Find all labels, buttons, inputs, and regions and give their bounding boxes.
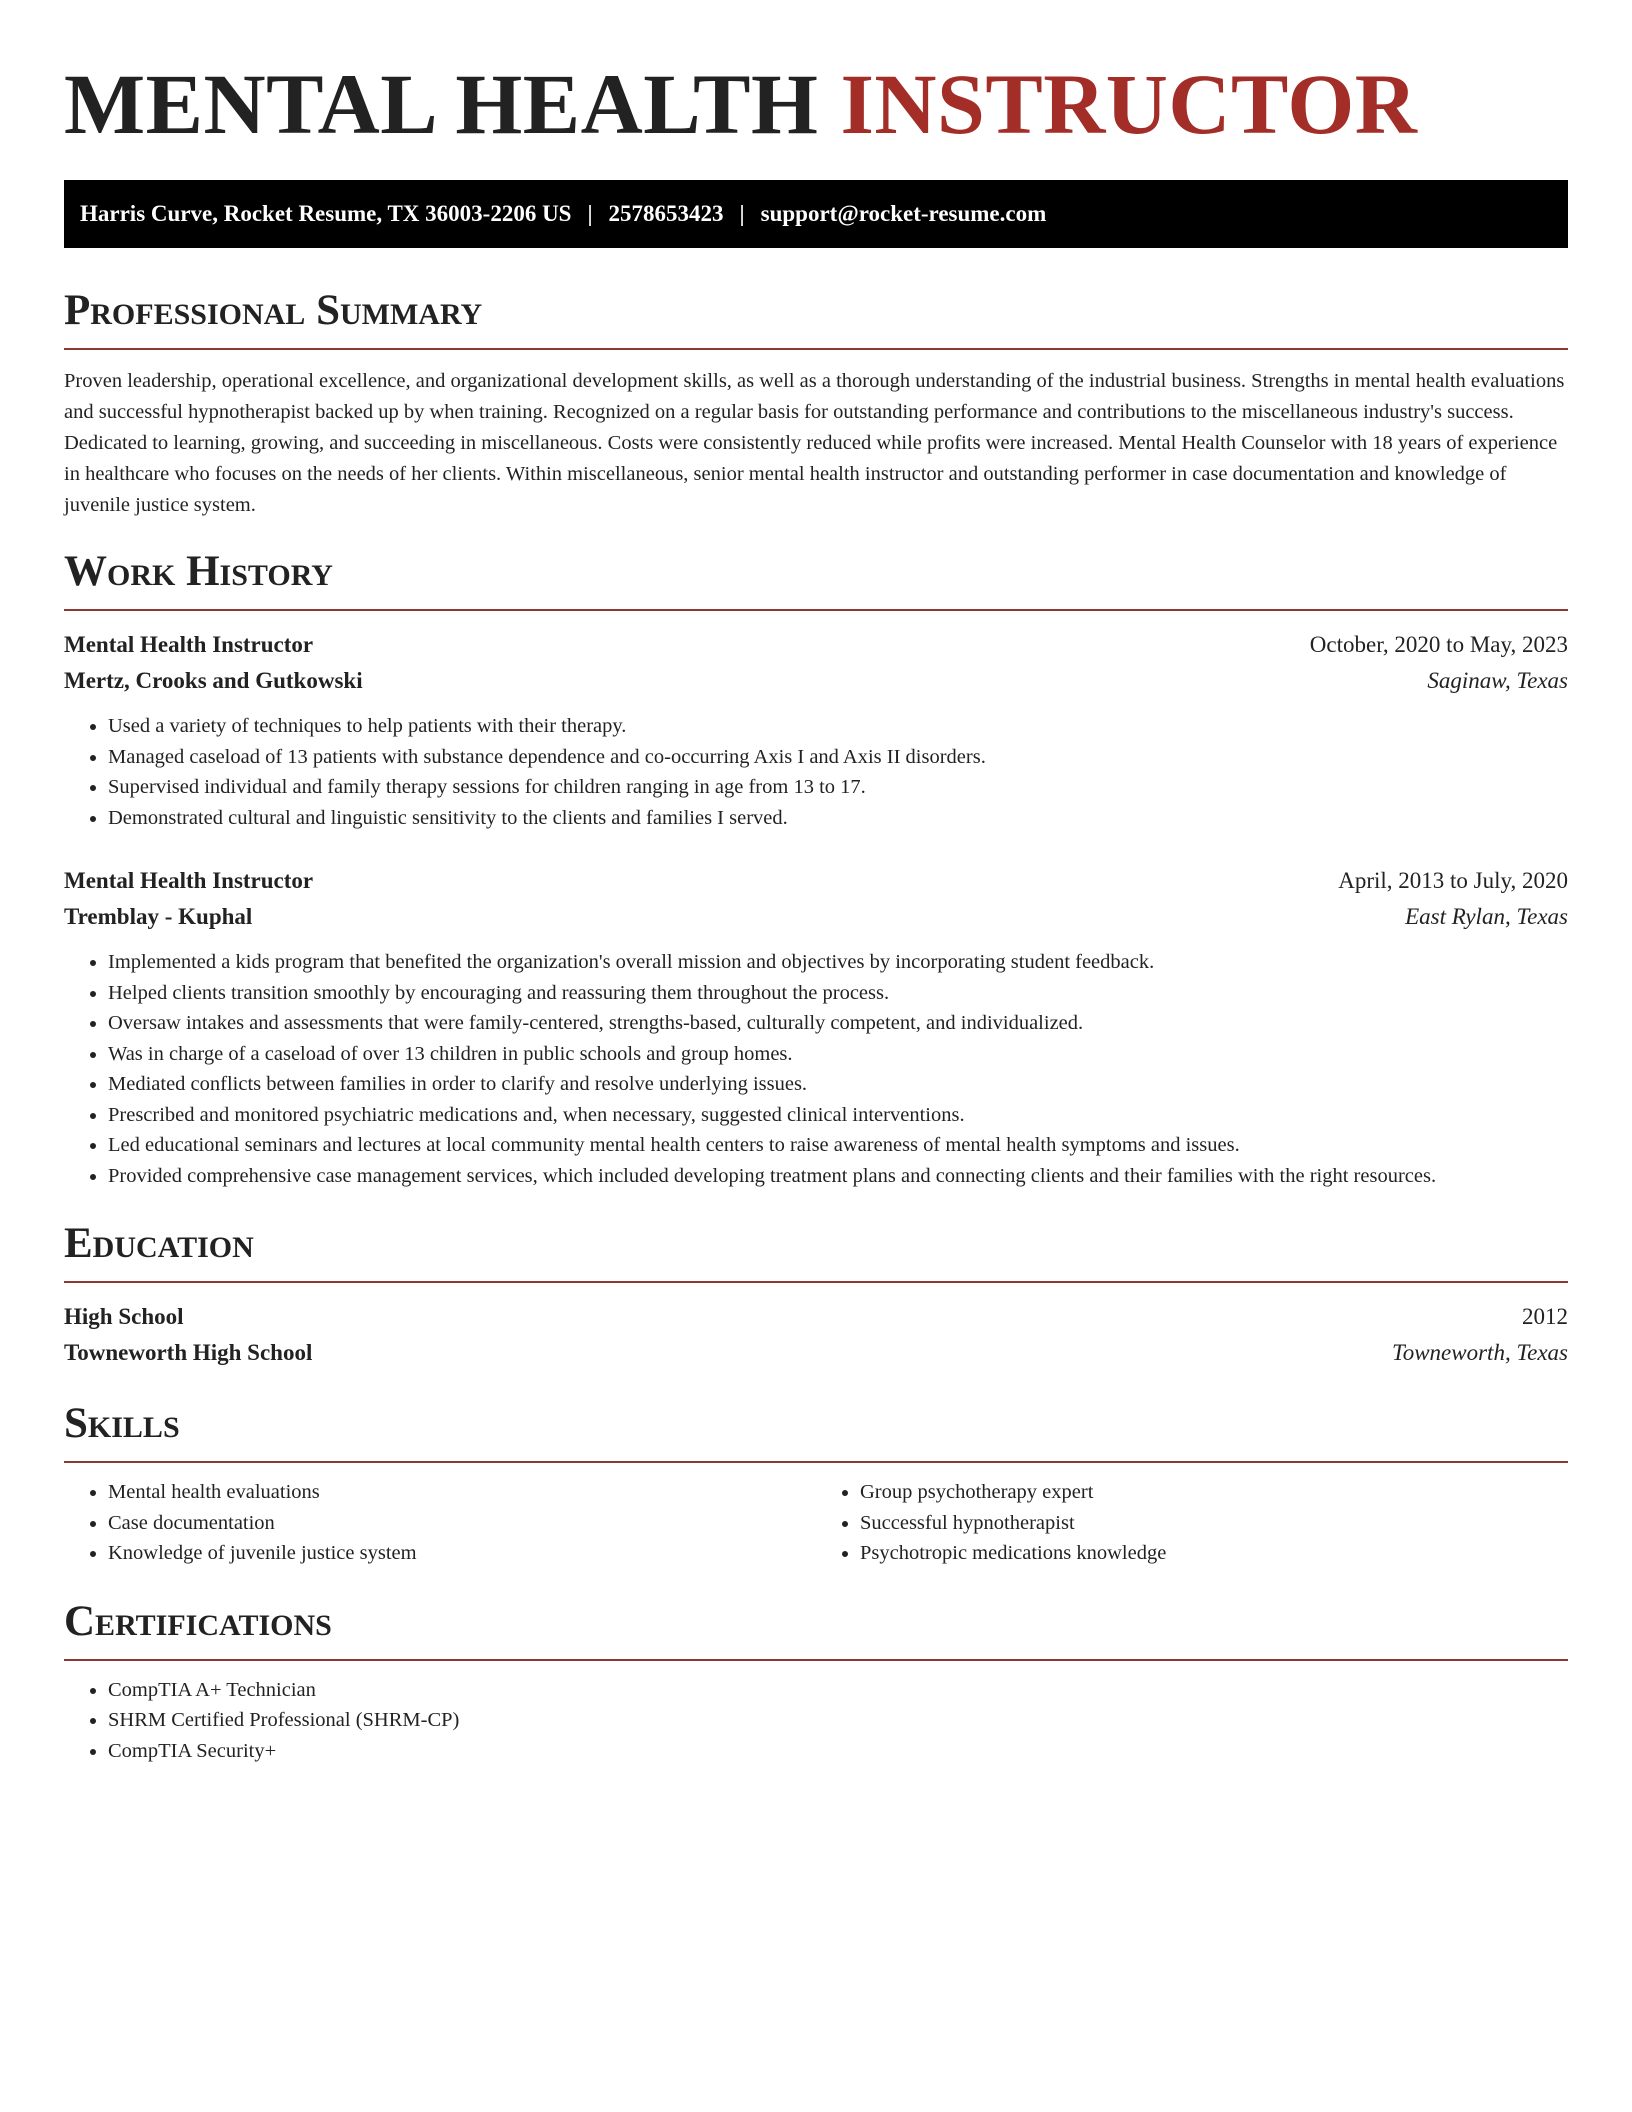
job-location: Saginaw, Texas: [1427, 668, 1568, 693]
job-bullet: • Helped clients transition smoothly by encouraging and reassuring them throughout the process.: [108, 978, 1568, 1009]
section-title-work-history: Work History: [64, 548, 333, 595]
job-bullet: • Prescribed and monitored psychiatric medications and, when necessary, suggested clinical interventions.: [108, 1100, 1568, 1131]
contact-bar: [64, 180, 1568, 248]
certification-item: • CompTIA Security+: [108, 1736, 1568, 1767]
job-company: Tremblay - Kuphal: [64, 904, 253, 929]
job-bullets: [64, 711, 1568, 833]
section-title-skills: Skills: [64, 1400, 180, 1447]
education-school-row: [64, 1335, 1568, 1371]
job-bullet: • Used a variety of techniques to help patients with their therapy.: [108, 711, 1568, 742]
education-year: 2012: [1522, 1304, 1568, 1329]
name-first-part: MENTAL HEALTH: [64, 56, 819, 152]
section-divider: [64, 1461, 1568, 1463]
skill-item: • Group psychotherapy expert: [860, 1477, 1568, 1508]
skills-list-left: [64, 1477, 816, 1569]
skills-grid: [64, 1477, 1568, 1569]
education-school: Towneworth High School: [64, 1340, 313, 1365]
job-entry: [64, 627, 1568, 833]
job-company-row: [64, 899, 1568, 935]
skill-item: • Case documentation: [108, 1508, 816, 1539]
job-dates: April, 2013 to July, 2020: [1338, 868, 1568, 893]
education-header-row: [64, 1299, 1568, 1335]
skill-item: • Mental health evaluations: [108, 1477, 816, 1508]
job-bullet: • Mediated conflicts between families in order to clarify and resolve underlying issues.: [108, 1069, 1568, 1100]
job-entry: [64, 863, 1568, 1191]
job-title: Mental Health Instructor: [64, 868, 314, 893]
certifications-section: [64, 1595, 1568, 1767]
section-title-summary: Professional Summary: [64, 287, 483, 334]
job-bullet: • Led educational seminars and lectures at local community mental health centers to raise awareness of mental health symptoms and issues.: [108, 1130, 1568, 1161]
section-divider: [64, 1281, 1568, 1283]
education-section: [64, 1217, 1568, 1371]
job-title: Mental Health Instructor: [64, 632, 314, 657]
job-company-row: [64, 663, 1568, 699]
job-bullet: • Implemented a kids program that benefited the organization's overall mission and objectives by incorporating student feedback.: [108, 947, 1568, 978]
contact-separator: |: [739, 201, 745, 226]
section-divider: [64, 609, 1568, 611]
job-bullet: • Supervised individual and family therapy sessions for children ranging in age from 13 to 17.: [108, 772, 1568, 803]
job-bullet: • Oversaw intakes and assessments that were family-centered, strengths-based, culturally competent, and individualized.: [108, 1008, 1568, 1039]
education-entry: [64, 1299, 1568, 1371]
section-divider: [64, 1659, 1568, 1661]
contact-email: support@rocket-resume.com: [760, 201, 1047, 226]
skill-item: • Successful hypnotherapist: [860, 1508, 1568, 1539]
skill-item: • Knowledge of juvenile justice system: [108, 1538, 816, 1569]
certifications-list: [64, 1675, 1568, 1767]
skill-item: • Psychotropic medications knowledge: [860, 1538, 1568, 1569]
skills-section: [64, 1397, 1568, 1569]
certification-item: • CompTIA A+ Technician: [108, 1675, 1568, 1706]
summary-section: [64, 284, 1568, 521]
summary-text: Proven leadership, operational excellence, and organizational development skills, as well as a thorough understanding of the industrial business. Strengths in mental health evaluations and successful hypnotherapist backed up by when training. Recognized on a regular basis for outstanding performance and contributions to the miscellaneous industry's success. Dedicated to learning, growing, and succeeding in miscellaneous. Costs were consistently reduced while profits were increased. Mental Health Counselor with 18 years of experience in healthcare who focuses on the needs of her clients. Within miscellaneous, senior mental health instructor and outstanding performer in case documentation and knowledge of juvenile justice system.: [64, 370, 1565, 516]
job-dates: October, 2020 to May, 2023: [1309, 632, 1568, 657]
section-divider: [64, 348, 1568, 350]
section-title-certifications: Certifications: [64, 1597, 332, 1645]
section-title-education: Education: [64, 1220, 254, 1267]
job-bullet: • Was in charge of a caseload of over 13 children in public schools and group homes.: [108, 1039, 1568, 1070]
job-header-row: [64, 627, 1568, 663]
certification-item: • SHRM Certified Professional (SHRM-CP): [108, 1705, 1568, 1736]
job-bullets: [64, 947, 1568, 1191]
contact-separator: |: [587, 201, 593, 226]
education-degree: High School: [64, 1304, 184, 1329]
job-location: East Rylan, Texas: [1405, 904, 1568, 929]
skills-list-right: [816, 1477, 1568, 1569]
job-header-row: [64, 863, 1568, 899]
name-accent-part: INSTRUCTOR: [840, 56, 1418, 152]
resume-name: [64, 0, 1568, 156]
contact-phone: 2578653423: [608, 201, 724, 226]
contact-address: Harris Curve, Rocket Resume, TX 36003-2206 US: [80, 201, 572, 226]
job-company: Mertz, Crooks and Gutkowski: [64, 668, 363, 693]
work-history-section: [64, 545, 1568, 1191]
job-bullet: • Managed caseload of 13 patients with substance dependence and co-occurring Axis I and Axis II disorders.: [108, 742, 1568, 773]
education-location: Towneworth, Texas: [1392, 1340, 1568, 1365]
job-bullet: • Provided comprehensive case management services, which included developing treatment plans and connecting clients and their families with the right resources.: [108, 1161, 1568, 1192]
job-bullet: • Demonstrated cultural and linguistic sensitivity to the clients and families I served.: [108, 803, 1568, 834]
